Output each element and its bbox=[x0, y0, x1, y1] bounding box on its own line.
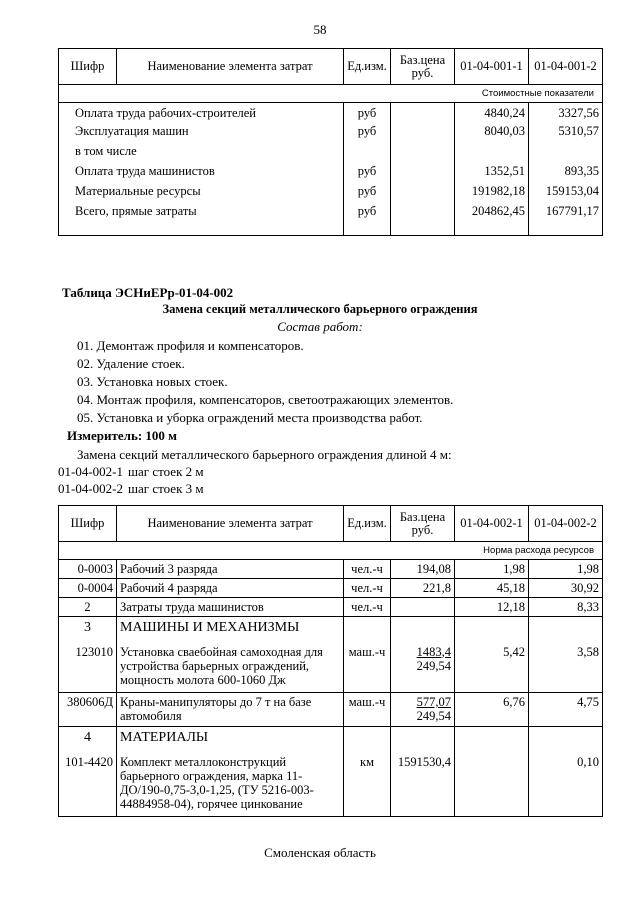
resource-table-header bbox=[59, 506, 603, 542]
table-row bbox=[59, 560, 603, 579]
header-col-2: 01-04-001-2 bbox=[529, 49, 603, 85]
header-col-1: 01-04-001-1 bbox=[455, 49, 529, 85]
header-code: Шифр bbox=[59, 49, 117, 85]
header-col-1: 01-04-002-1 bbox=[455, 506, 529, 542]
section-heading: МАШИНЫ И МЕХАНИЗМЫ bbox=[117, 617, 344, 639]
row-value-1: 4840,24 bbox=[455, 103, 529, 124]
row-unit: маш.-ч bbox=[344, 639, 391, 693]
table-row bbox=[59, 144, 603, 164]
row-name: Оплата труда машинистов bbox=[59, 164, 344, 184]
row-price bbox=[391, 693, 455, 727]
row-unit: руб bbox=[344, 124, 391, 144]
variant-item bbox=[58, 480, 204, 497]
header-name: Наименование элемента затрат bbox=[117, 506, 344, 542]
composition-title: Состав работ: bbox=[277, 319, 363, 334]
row-code: 0-0003 bbox=[59, 560, 117, 579]
row-name: Всего, прямые затраты bbox=[59, 204, 344, 236]
row-value-1 bbox=[455, 749, 529, 817]
page-number: 58 bbox=[313, 22, 327, 37]
header-unit: Ед.изм. bbox=[344, 49, 391, 85]
row-code: 101-4420 bbox=[59, 749, 117, 817]
header-name: Наименование элемента затрат bbox=[117, 49, 344, 85]
row-unit: чел.-ч bbox=[344, 560, 391, 579]
row-unit: маш.-ч bbox=[344, 693, 391, 727]
row-value-1: 12,18 bbox=[455, 598, 529, 617]
variant-text: шаг стоек 2 м bbox=[128, 464, 204, 479]
row-unit: руб bbox=[344, 184, 391, 204]
row-name: в том числе bbox=[59, 144, 344, 164]
row-name: Рабочий 4 разряда bbox=[117, 579, 344, 598]
row-price: 221,8 bbox=[391, 579, 455, 598]
variant-text: шаг стоек 3 м bbox=[128, 481, 204, 496]
table-title: Таблица ЭСНиЕРр-01-04-002 bbox=[62, 285, 234, 300]
row-value-1: 1352,51 bbox=[455, 164, 529, 184]
operations-list bbox=[77, 337, 453, 427]
variants-list bbox=[58, 463, 204, 497]
row-value-1: 191982,18 bbox=[455, 184, 529, 204]
section-heading-row bbox=[59, 727, 603, 749]
header-unit: Ед.изм. bbox=[344, 506, 391, 542]
cost-table-header bbox=[59, 49, 603, 85]
measure-unit: Измеритель: 100 м bbox=[67, 428, 178, 443]
table-row bbox=[59, 184, 603, 204]
row-value-2: 8,33 bbox=[529, 598, 603, 617]
row-unit: чел.-ч bbox=[344, 579, 391, 598]
operation-item: 02. Удаление стоек. bbox=[77, 356, 185, 371]
row-name: Краны-манипуляторы до 7 т на базе автомобиля bbox=[117, 693, 344, 727]
row-value-2: 3327,56 bbox=[529, 103, 603, 124]
row-value-2: 30,92 bbox=[529, 579, 603, 598]
price-top: 577,07 bbox=[416, 695, 451, 709]
price-top: 1483,4 bbox=[416, 644, 451, 659]
section-heading: МАТЕРИАЛЫ bbox=[117, 727, 344, 749]
section-code: 4 bbox=[59, 727, 117, 749]
row-name: Оплата труда рабочих-строителей bbox=[59, 103, 344, 124]
cost-table bbox=[58, 48, 603, 236]
row-value-2: 0,10 bbox=[529, 749, 603, 817]
table-row bbox=[59, 598, 603, 617]
header-col-2: 01-04-002-2 bbox=[529, 506, 603, 542]
section-heading-row bbox=[59, 617, 603, 639]
variant-code: 01-04-002-1 bbox=[58, 464, 123, 479]
section-label: Норма расхода ресурсов bbox=[59, 542, 603, 560]
variant-item bbox=[58, 463, 204, 480]
operation-item: 05. Установка и уборка ограждений места производства работ. bbox=[77, 410, 423, 425]
price-bottom: 249,54 bbox=[416, 658, 451, 673]
table-row bbox=[59, 639, 603, 693]
section-label: Стоимостные показатели bbox=[59, 85, 603, 103]
row-price bbox=[391, 598, 455, 617]
row-name: Материальные ресурсы bbox=[59, 184, 344, 204]
table-row bbox=[59, 693, 603, 727]
table-row bbox=[59, 124, 603, 144]
table-row bbox=[59, 579, 603, 598]
row-value-1: 1,98 bbox=[455, 560, 529, 579]
replacement-text: Замена секций металлического барьерного ограждения длиной 4 м: bbox=[77, 447, 452, 462]
row-name: Эксплуатация машин bbox=[59, 124, 344, 144]
row-value-1: 5,42 bbox=[455, 639, 529, 693]
row-name: Комплект металлоконструкций барьерного ограждения, марка 11-ДО/190-0,75-3,0-1,25, (ТУ 5216-003-44884958-04), горячее цинкование bbox=[117, 749, 344, 817]
row-value-2: 3,58 bbox=[529, 639, 603, 693]
row-value-1: 6,76 bbox=[455, 693, 529, 727]
row-value-2: 893,35 bbox=[529, 164, 603, 184]
row-name: Затраты труда машинистов bbox=[117, 598, 344, 617]
row-code: 380606Д bbox=[59, 693, 117, 727]
row-name: Рабочий 3 разряда bbox=[117, 560, 344, 579]
row-unit: руб bbox=[344, 204, 391, 236]
operation-item: 04. Монтаж профиля, компенсаторов, светоотражающих элементов. bbox=[77, 392, 454, 407]
header-base-price: Баз.цена руб. bbox=[391, 506, 455, 542]
row-price bbox=[391, 639, 455, 693]
row-unit: чел.-ч bbox=[344, 598, 391, 617]
operation-item: 01. Демонтаж профиля и компенсаторов. bbox=[77, 338, 304, 353]
row-value-2: 1,98 bbox=[529, 560, 603, 579]
table-subtitle: Замена секций металлического барьерного ограждения bbox=[162, 302, 478, 316]
table-row bbox=[59, 204, 603, 236]
operation-item: 03. Установка новых стоек. bbox=[77, 374, 228, 389]
row-value-2: 167791,17 bbox=[529, 204, 603, 236]
row-name: Установка сваебойная самоходная для устройства барьерных ограждений, мощность молота 600-1060 Дж bbox=[117, 639, 344, 693]
variant-code: 01-04-002-2 bbox=[58, 481, 123, 496]
header-base-price: Баз.цена руб. bbox=[391, 49, 455, 85]
row-value-1: 8040,03 bbox=[455, 124, 529, 144]
row-unit: км bbox=[344, 749, 391, 817]
row-price: 1591530,4 bbox=[391, 749, 455, 817]
row-code: 0-0004 bbox=[59, 579, 117, 598]
region-footer: Смоленская область bbox=[264, 845, 376, 860]
row-unit: руб bbox=[344, 103, 391, 124]
row-price: 194,08 bbox=[391, 560, 455, 579]
row-value-2: 4,75 bbox=[529, 693, 603, 727]
row-code: 2 bbox=[59, 598, 117, 617]
row-code: 123010 bbox=[59, 639, 117, 693]
row-value-1: 45,18 bbox=[455, 579, 529, 598]
row-value-2: 5310,57 bbox=[529, 124, 603, 144]
header-code: Шифр bbox=[59, 506, 117, 542]
section-code: 3 bbox=[59, 617, 117, 639]
row-value-1: 204862,45 bbox=[455, 204, 529, 236]
row-unit: руб bbox=[344, 164, 391, 184]
table-row bbox=[59, 103, 603, 124]
resource-table bbox=[58, 505, 603, 817]
price-bottom: 249,54 bbox=[416, 709, 451, 723]
row-value-2: 159153,04 bbox=[529, 184, 603, 204]
table-row bbox=[59, 749, 603, 817]
table-row bbox=[59, 164, 603, 184]
